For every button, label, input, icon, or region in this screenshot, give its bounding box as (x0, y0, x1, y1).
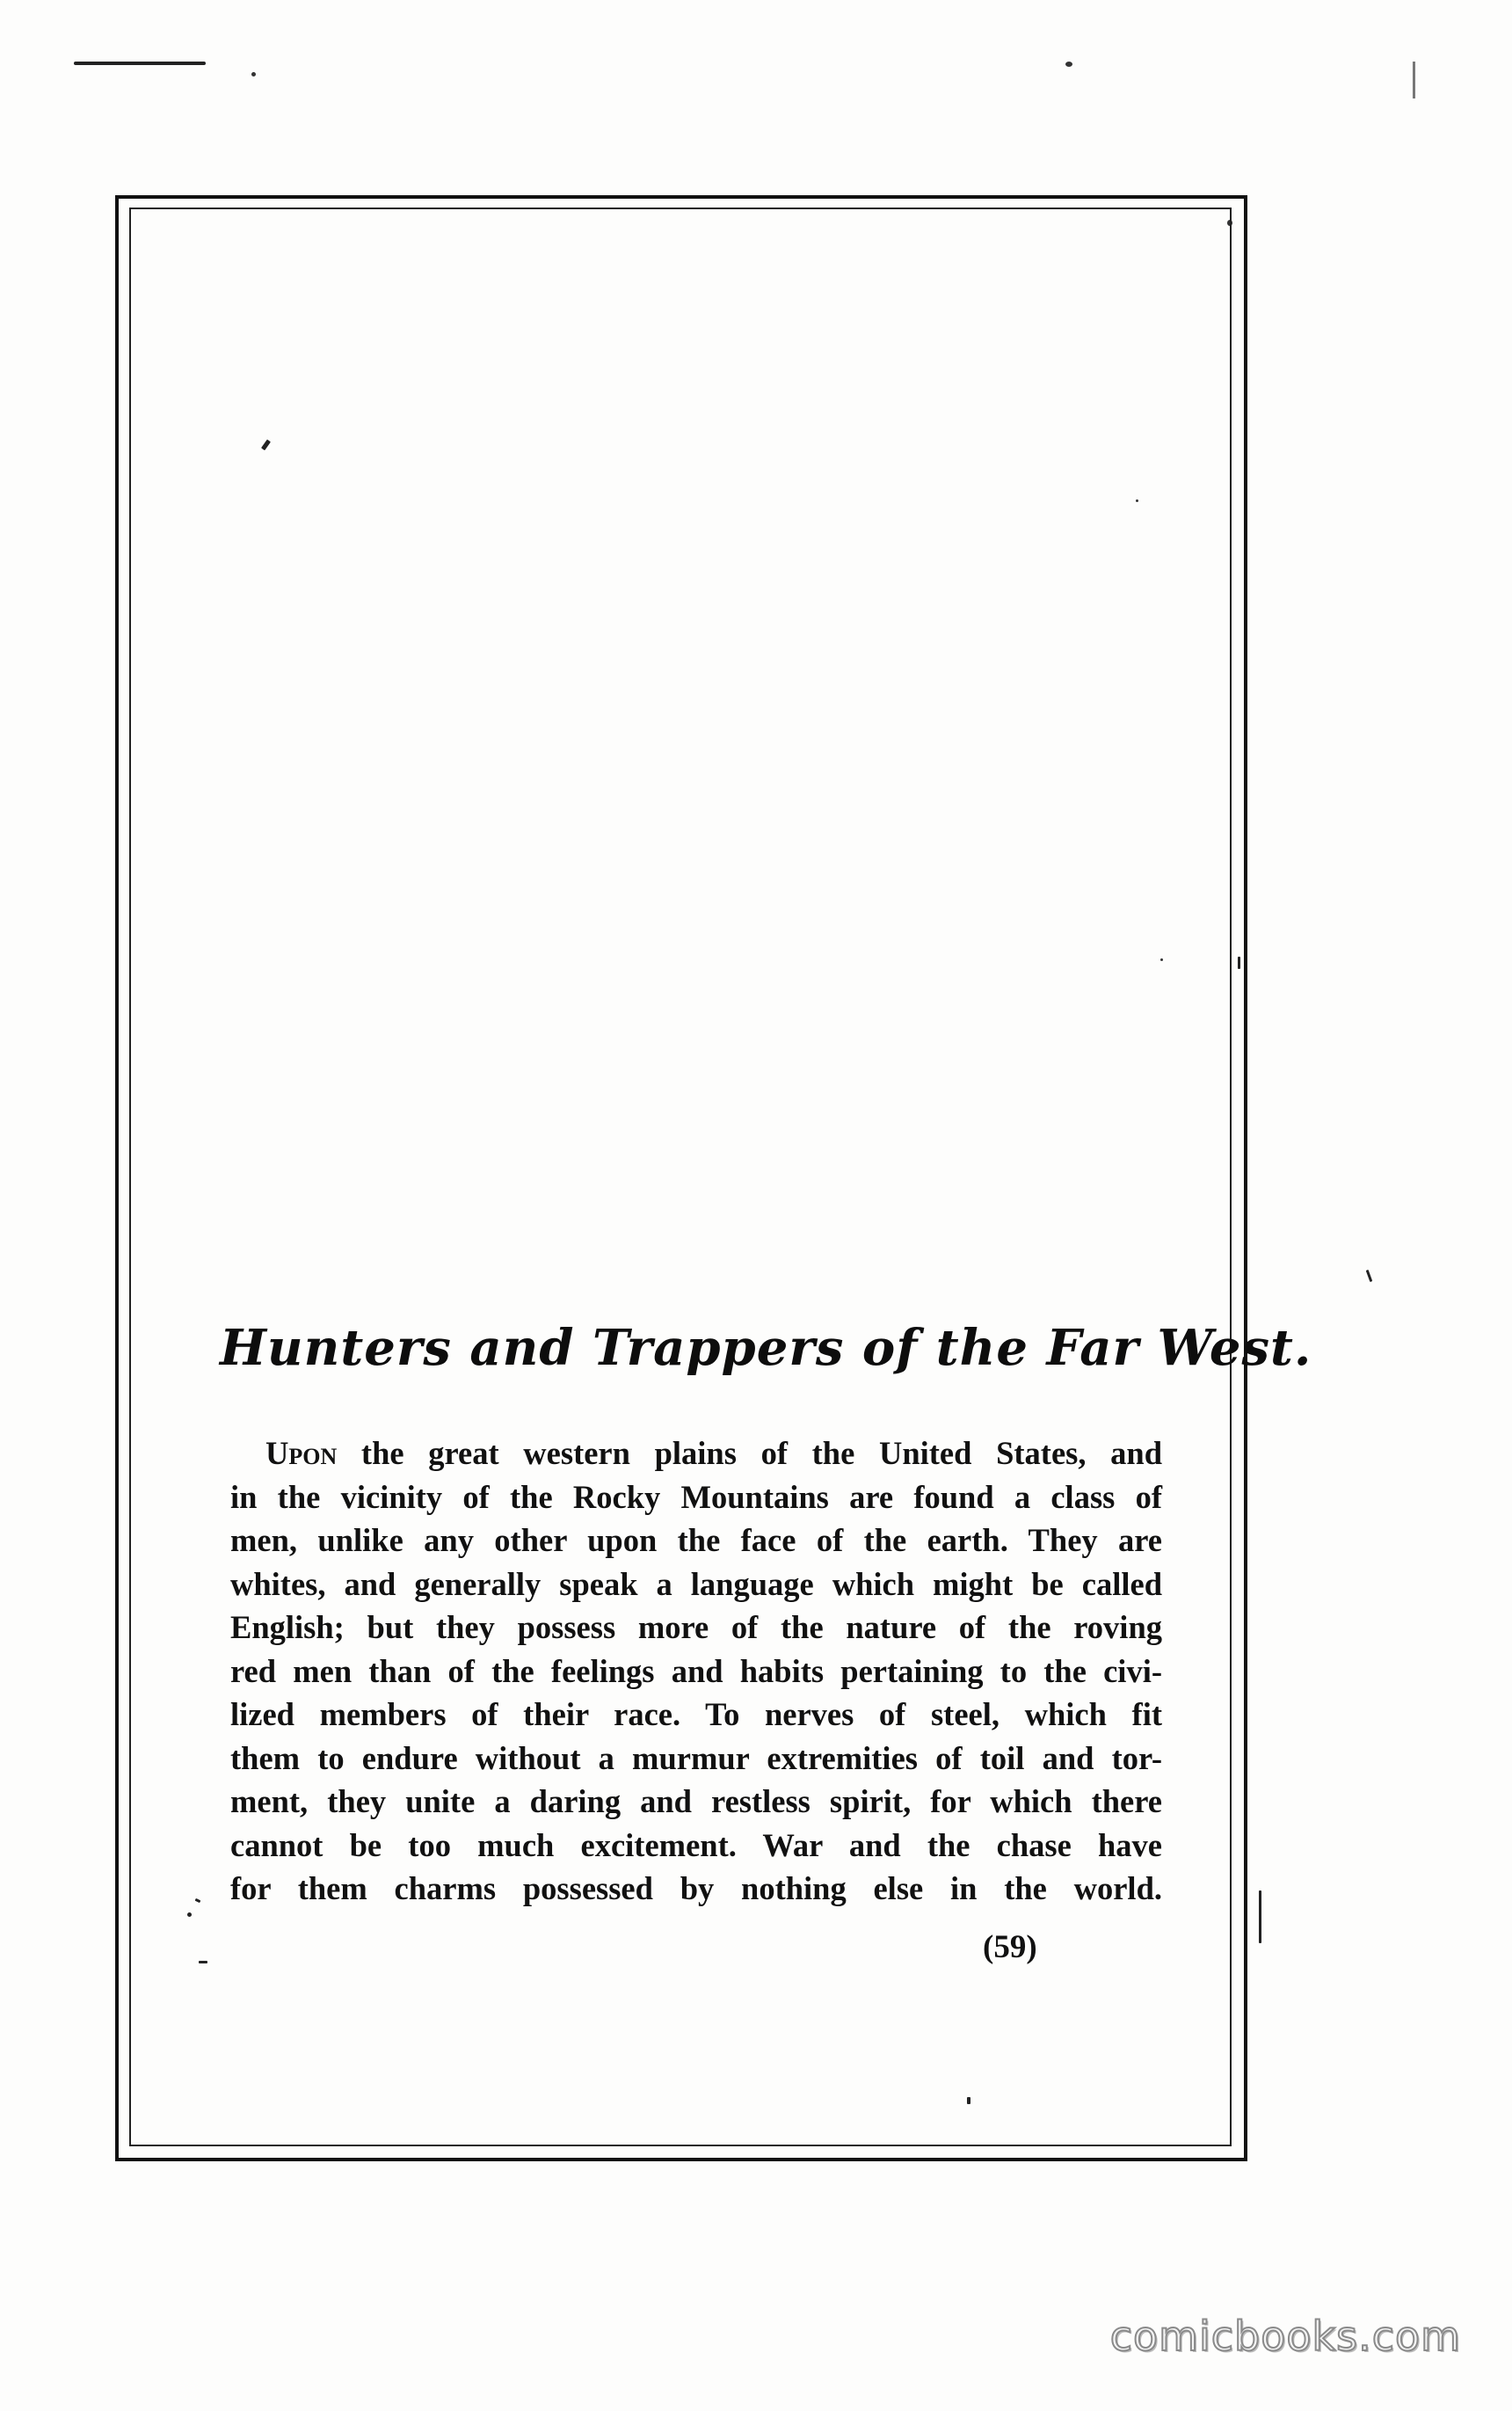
scan-speck (251, 72, 256, 76)
page-number: (59) (983, 1929, 1037, 1965)
body-line: English; but they possess more of the nature of the roving (230, 1609, 1162, 1645)
body-line: in the vicinity of the Rocky Mountains are found a class of (230, 1478, 1162, 1515)
body-paragraph (230, 1431, 1162, 1911)
body-line: cannot be too much excitement. War and the chase have (230, 1826, 1162, 1863)
lead-word: Upon (265, 1435, 338, 1471)
scan-mark (1366, 1270, 1373, 1282)
body-line: for them charms possessed by nothing else in the world. (230, 1870, 1162, 1906)
chapter-title: Hunters and Trappers of the Far West. (220, 1319, 1312, 1377)
body-line: red men than of the feelings and habits pertaining to the civi- (230, 1652, 1162, 1689)
body-line: men, unlike any other upon the face of the earth. They are (230, 1522, 1162, 1558)
body-line: Upon the great western plains of the United States, and (265, 1435, 1162, 1471)
scan-mark (1259, 1890, 1261, 1943)
scan-mark-vertical (1413, 62, 1415, 98)
watermark-logo: comicbooks.com (1109, 2313, 1461, 2360)
body-line: lized members of their race. To nerves of steel, which fit (230, 1696, 1162, 1732)
body-line: whites, and generally speak a language which might be called (230, 1565, 1162, 1602)
body-line: them to endure without a murmur extremities of toil and tor- (230, 1739, 1162, 1776)
scan-mark-rule (74, 62, 206, 65)
body-line: ment, they unite a daring and restless spirit, for which there (230, 1783, 1162, 1819)
scan-speck (1065, 62, 1072, 67)
